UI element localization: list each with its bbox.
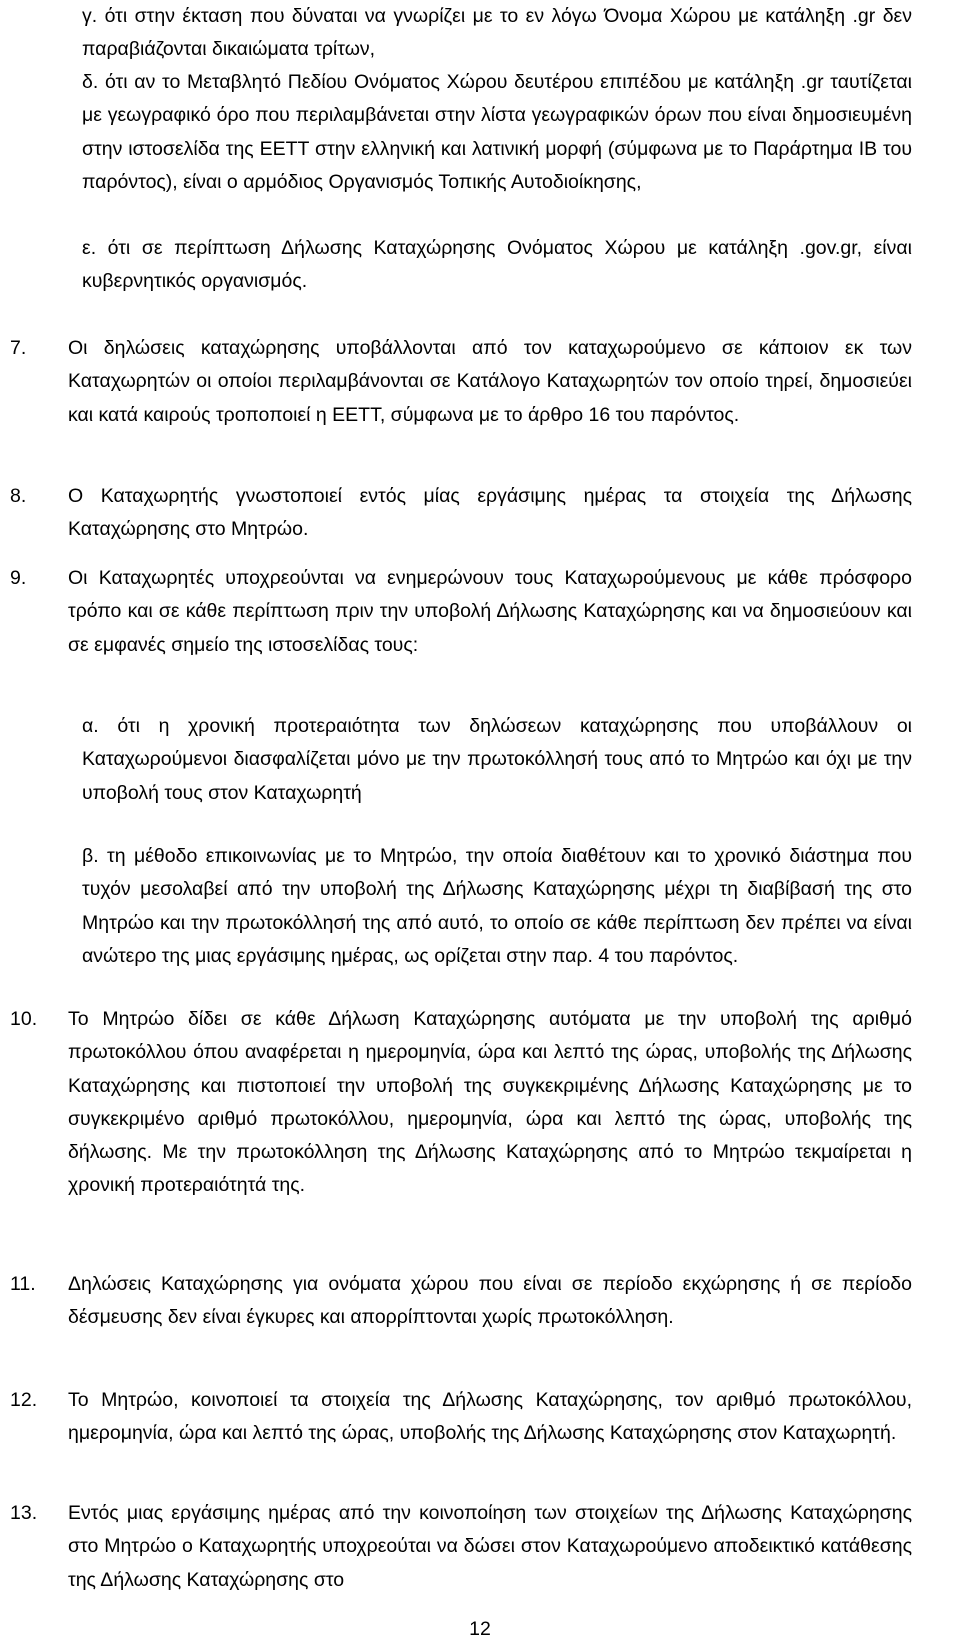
item-9-number: 9. [10,567,27,589]
item-9-text: Οι Καταχωρητές υποχρεούνται να ενημερώνουν τους Καταχωρούμενους με κάθε πρόσφορο τρόπο και σε κάθε περίπτωση πριν την υποβολή Δήλωσης Καταχώρησης και να δημοσιεύουν και σε εμφανές σημείο της ιστοσελίδας τους: [68,567,912,656]
item-7-text: Οι δηλώσεις καταχώρησης υποβάλλονται από τον καταχωρούμενο σε κάποιον εκ των Καταχωρητών οι οποίοι περιλαμβάνονται σε Κατάλογο Καταχωρητών τον οποίο τηρεί, δημοσιεύει και κατά καιρούς τροποποιεί η ΕΕΤΤ, σύμφωνα με το άρθρο 16 του παρόντος. [68,337,912,426]
item-10-number: 10. [10,1008,38,1030]
item-10-text: Το Μητρώο δίδει σε κάθε Δήλωση Καταχώρησης αυτόματα με την υποβολή της αριθμό πρωτοκόλλου όπου αναφέρεται η ημερομηνία, ώρα και λεπτό της ώρας, υποβολής της Δήλωσης Καταχώρησης και πιστοποιεί την υποβολή της συγκεκριμένης Δήλωσης Καταχώρησης με το συγκεκριμένο αριθμό πρωτοκόλλου, ημερομηνία, ώρα και λεπτό της ώρας, υποβολής της δήλωσης. Με την πρωτοκόλληση της Δήλωσης Καταχώρησης από το Μητρώο τεκμαίρεται η χρονική προτεραιότητά της. [68,1008,912,1197]
item-9-subitem-alpha: α. ότι η χρονική προτεραιότητα των δηλώσεων καταχώρησης που υποβάλλουν οι Καταχωρούμενοι διασφαλίζεται μόνο με την πρωτοκόλλησή τους από το Μητρώο και όχι με την υποβολή τους στον Καταχωρητή [82,715,912,804]
item-7-number: 7. [10,337,27,359]
item-12-number: 12. [10,1389,38,1411]
item-11-text: Δηλώσεις Καταχώρησης για ονόματα χώρου που είναι σε περίοδο εκχώρησης ή σε περίοδο δέσμευσης δεν είναι έγκυρες και απορρίπτονται χωρίς πρωτοκόλληση. [68,1273,912,1329]
item-9-subitem-beta: β. τη μέθοδο επικοινωνίας με το Μητρώο, την οποία διαθέτουν και το χρονικό διάστημα που τυχόν μεσολαβεί από την υποβολή της Δήλωσης Καταχώρησης μέχρι τη διαβίβασή της στο Μητρώο και την πρωτοκόλλησή της από αυτό, το οποίο σε κάθε περίπτωση δεν πρέπει να είναι ανώτερο της μιας εργάσιμης ημέρας, ως ορίζεται στην παρ. 4 του παρόντος. [82,845,912,967]
subitem-gamma: γ. ότι στην έκταση που δύναται να γνωρίζει με το εν λόγω Όνομα Χώρου με κατάληξη .gr δεν παραβιάζονται δικαιώματα τρίτων, [82,5,912,61]
item-13-number: 13. [10,1502,38,1524]
item-11-number: 11. [10,1273,36,1295]
subitem-delta: δ. ότι αν το Μεταβλητό Πεδίου Ονόματος Χώρου δευτέρου επιπέδου με κατάληξη .gr ταυτίζεται με γεωγραφικό όρο που περιλαμβάνεται στην λίστα γεωγραφικών όρων που είναι δημοσιευμένη στην ιστοσελίδα της ΕΕΤΤ στην ελληνική και λατινική μορφή (σύμφωνα με το Παράρτημα ΙΒ του παρόντος), είναι ο αρμόδιος Οργανισμός Τοπικής Αυτοδιοίκησης, [82,71,912,193]
page-number: 12 [469,1618,491,1640]
item-12-text: Το Μητρώο, κοινοποιεί τα στοιχεία της Δήλωσης Καταχώρησης, τον αριθμό πρωτοκόλλου, ημερομηνία, ώρα και λεπτό της ώρας, υποβολής της Δήλωσης Καταχώρησης στον Καταχωρητή. [68,1389,912,1445]
item-8-text: Ο Καταχωρητής γνωστοποιεί εντός μίας εργάσιμης ημέρας τα στοιχεία της Δήλωσης Καταχώρησης στο Μητρώο. [68,485,912,541]
item-8-number: 8. [10,485,27,507]
item-13-text: Εντός μιας εργάσιμης ημέρας από την κοινοποίηση των στοιχείων της Δήλωσης Καταχώρησης στο Μητρώο ο Καταχωρητής υποχρεούται να δώσει στον Καταχωρούμενο αποδεικτικό κατάθεσης της Δήλωσης Καταχώρησης στο [68,1502,912,1591]
subitem-epsilon: ε. ότι σε περίπτωση Δήλωσης Καταχώρησης Ονόματος Χώρου με κατάληξη .gov.gr, είναι κυβερνητικός οργανισμός. [82,237,912,293]
